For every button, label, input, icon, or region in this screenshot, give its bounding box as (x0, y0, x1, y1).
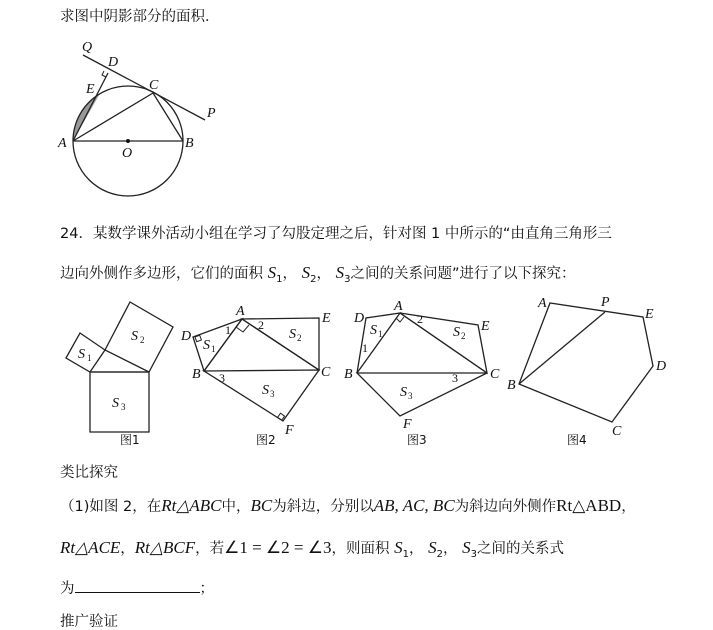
part-1-line1: （1)如图 2，在Rt△ABC中，BC为斜边，分别以AB, AC, BC为斜边向外侧作Rt△ABD， (60, 496, 636, 515)
svg-text:P: P (601, 295, 610, 310)
svg-text:C: C (321, 365, 331, 380)
svg-text:B: B (507, 378, 516, 393)
svg-text:S: S (262, 383, 269, 398)
svg-text:S: S (370, 323, 377, 338)
svg-text:B: B (192, 367, 201, 382)
svg-text:C: C (490, 367, 500, 382)
tangent-line-qp (83, 55, 205, 120)
svg-text:1: 1 (378, 329, 383, 339)
figure-2 (180, 304, 331, 447)
svg-text:S: S (453, 325, 460, 340)
svg-text:C: C (612, 424, 622, 439)
svg-text:2: 2 (258, 318, 264, 332)
figure-3 (344, 299, 500, 447)
svg-text:D: D (108, 55, 119, 70)
svg-text:1: 1 (362, 341, 368, 355)
svg-text:C: C (149, 78, 159, 93)
svg-text:O: O (122, 146, 133, 161)
svg-text:A: A (236, 304, 245, 319)
svg-text:A: A (538, 296, 547, 311)
svg-text:2: 2 (140, 335, 145, 345)
svg-text:S: S (203, 338, 210, 353)
svg-text:3: 3 (452, 371, 458, 385)
svg-text:2: 2 (417, 312, 423, 326)
svg-text:S: S (78, 347, 85, 362)
svg-text:S: S (400, 385, 407, 400)
center-point (126, 139, 130, 143)
svg-text:F: F (285, 423, 294, 438)
figure-4 (507, 295, 666, 447)
section-heading-analogy: 类比探究 (60, 465, 118, 481)
svg-text:S: S (289, 327, 296, 342)
part-1-answer-line: 为 ； (60, 577, 214, 598)
part-1-line2: Rt△ACE，Rt△BCF，若∠1 = ∠2 = ∠3，则面积 $S_1$， $S_2$， $S_3$之间的关系式 (60, 538, 564, 560)
svg-text:Q: Q (82, 40, 93, 55)
question-23-tail: 求图中阴影部分的面积． (60, 9, 220, 25)
svg-text:3: 3 (408, 391, 413, 401)
svg-text:图2: 图2 (256, 433, 276, 447)
svg-text:E: E (322, 311, 331, 326)
svg-text:A: A (394, 299, 403, 314)
svg-text:2: 2 (297, 333, 302, 343)
right-angle-mark (102, 71, 106, 77)
question-24-line2: 边向外侧作多边形，它们的面积 $S_1$， $S_2$， $S_3$之间的关系问题”进行了以下探究： (60, 263, 576, 285)
svg-text:3: 3 (121, 402, 126, 412)
svg-text:图3: 图3 (407, 433, 427, 447)
svg-text:S: S (131, 329, 138, 344)
svg-text:B: B (185, 136, 194, 151)
svg-text:图1: 图1 (120, 433, 140, 447)
circle-figure (57, 40, 216, 196)
svg-text:1: 1 (225, 323, 231, 337)
svg-text:3: 3 (219, 371, 225, 385)
svg-text:2: 2 (461, 331, 466, 341)
answer-blank[interactable] (75, 578, 200, 593)
svg-text:D: D (181, 329, 192, 344)
svg-text:D: D (354, 311, 365, 326)
svg-text:E: E (86, 82, 95, 97)
svg-text:F: F (403, 417, 412, 432)
question-24-line1: 24．某数学课外活动小组在学习了勾股定理之后，针对图 1 中所示的“由直角三角形三 (60, 226, 612, 242)
svg-text:D: D (656, 359, 667, 374)
svg-text:3: 3 (270, 389, 275, 399)
svg-text:S: S (112, 396, 119, 411)
svg-text:1: 1 (87, 353, 92, 363)
svg-text:B: B (344, 367, 353, 382)
svg-text:P: P (207, 106, 216, 121)
svg-text:E: E (481, 319, 490, 334)
svg-text:1: 1 (211, 344, 216, 354)
svg-text:图4: 图4 (567, 433, 587, 447)
section-heading-generalize: 推广验证 (60, 614, 118, 630)
figure-1 (66, 302, 173, 447)
svg-text:A: A (58, 136, 67, 151)
svg-text:E: E (645, 307, 654, 322)
